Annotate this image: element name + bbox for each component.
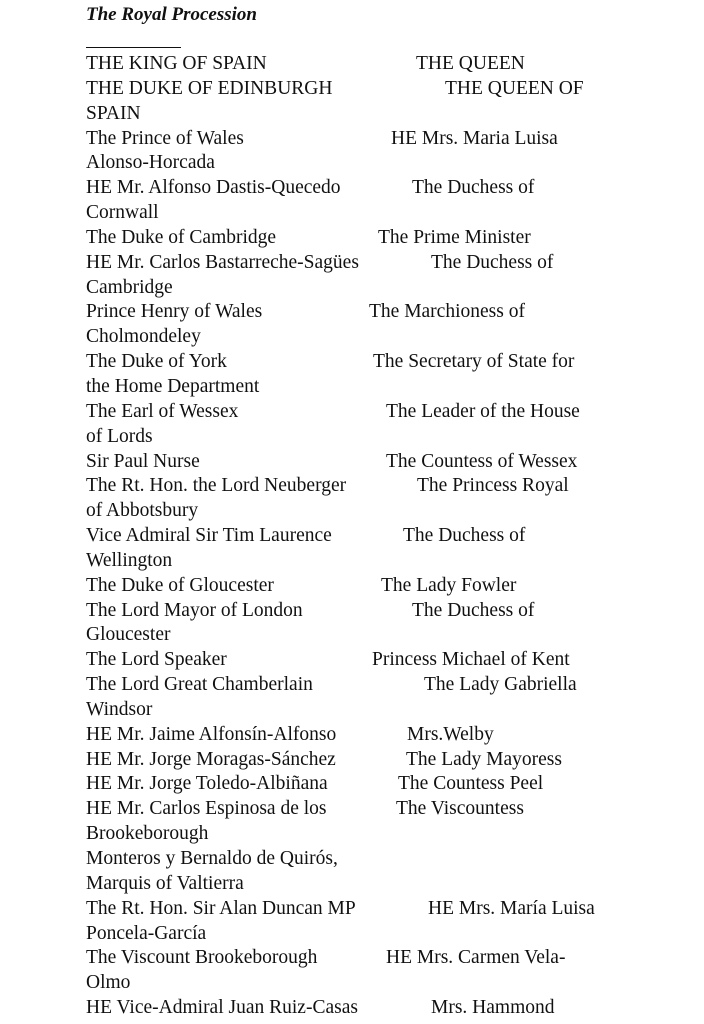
left-entry: The Rt. Hon. Sir Alan Duncan MP: [86, 897, 356, 919]
procession-line: [86, 474, 686, 499]
left-entry: of Lords: [86, 425, 153, 447]
right-entry: The Viscountess: [396, 798, 524, 820]
left-entry: The Duke of Gloucester: [86, 574, 274, 596]
procession-line: [86, 425, 686, 450]
left-entry: Marquis of Valtierra: [86, 872, 244, 894]
procession-line: [86, 77, 686, 102]
procession-line: [86, 524, 686, 549]
procession-line: [86, 276, 686, 301]
title-underline: [86, 47, 181, 48]
left-entry: The Duke of York: [86, 351, 227, 373]
left-entry: HE Mr. Carlos Bastarreche-Sagües: [86, 251, 359, 273]
left-entry: Cornwall: [86, 202, 159, 224]
right-entry: The Countess of Wessex: [386, 450, 578, 472]
left-entry: HE Mr. Carlos Espinosa de los: [86, 798, 327, 820]
left-entry: Olmo: [86, 972, 131, 994]
left-entry: Sir Paul Nurse: [86, 450, 200, 472]
procession-line: [86, 648, 686, 673]
left-entry: The Duke of Cambridge: [86, 226, 277, 248]
right-entry: The Secretary of State for: [373, 351, 575, 373]
procession-line: [86, 922, 686, 947]
procession-line: [86, 822, 686, 847]
procession-list: [86, 52, 686, 1021]
left-entry: Cholmondeley: [86, 326, 201, 348]
right-entry: HE Mrs. Carmen Vela-: [386, 947, 566, 969]
left-entry: the Home Department: [86, 375, 260, 397]
procession-line: [86, 251, 686, 276]
left-entry: SPAIN: [86, 102, 141, 124]
right-entry: The Prime Minister: [378, 226, 531, 248]
right-entry: The Lady Fowler: [381, 574, 517, 596]
right-entry: The Princess Royal: [417, 475, 569, 497]
procession-line: [86, 623, 686, 648]
procession-line: [86, 450, 686, 475]
right-entry: The Countess Peel: [398, 773, 544, 795]
left-entry: Windsor: [86, 698, 153, 720]
right-entry: The Lady Gabriella: [424, 674, 577, 696]
left-entry: The Earl of Wessex: [86, 400, 239, 422]
procession-line: [86, 897, 686, 922]
procession-line: [86, 698, 686, 723]
left-entry: of Abbotsbury: [86, 500, 199, 522]
right-entry: Mrs. Hammond: [431, 997, 555, 1019]
left-entry: Poncela-García: [86, 922, 207, 944]
left-entry: The Lord Great Chamberlain: [86, 674, 313, 696]
procession-line: [86, 176, 686, 201]
left-entry: Cambridge: [86, 276, 173, 298]
left-entry: THE DUKE OF EDINBURGH: [86, 77, 333, 99]
left-entry: The Lord Mayor of London: [86, 599, 303, 621]
procession-line: [86, 400, 686, 425]
left-entry: The Prince of Wales: [86, 127, 244, 149]
right-entry: The Leader of the House: [386, 400, 580, 422]
procession-line: [86, 300, 686, 325]
right-entry: The Duchess of: [412, 177, 535, 199]
procession-line: [86, 574, 686, 599]
left-entry: Vice Admiral Sir Tim Laurence: [86, 525, 332, 547]
procession-line: [86, 549, 686, 574]
left-entry: Wellington: [86, 549, 173, 571]
right-entry: The Duchess of: [412, 599, 535, 621]
right-entry: HE Mrs. María Luisa: [428, 897, 595, 919]
left-entry: HE Mr. Jorge Toledo-Albiñana: [86, 773, 328, 795]
procession-line: [86, 872, 686, 897]
procession-line: [86, 673, 686, 698]
right-entry: The Duchess of: [403, 525, 526, 547]
procession-line: [86, 151, 686, 176]
procession-line: [86, 748, 686, 773]
procession-line: [86, 325, 686, 350]
left-entry: Gloucester: [86, 624, 171, 646]
procession-line: [86, 350, 686, 375]
page-title: The Royal Procession: [86, 4, 257, 25]
left-entry: THE KING OF SPAIN: [86, 53, 267, 74]
left-entry: Monteros y Bernaldo de Quirós,: [86, 848, 338, 869]
left-entry: Alonso-Horcada: [86, 152, 215, 174]
procession-line: [86, 797, 686, 822]
right-entry: HE Mrs. Maria Luisa: [391, 127, 558, 149]
procession-line: [86, 599, 686, 624]
procession-line: [86, 375, 686, 400]
left-entry: Brookeborough: [86, 823, 209, 845]
right-entry: Princess Michael of Kent: [372, 649, 570, 671]
left-entry: HE Mr. Jorge Moragas-Sánchez: [86, 748, 336, 770]
procession-line: [86, 127, 686, 152]
procession-line: [86, 772, 686, 797]
procession-line: [86, 52, 686, 77]
right-entry: The Duchess of: [431, 251, 554, 273]
procession-line: [86, 996, 686, 1021]
left-entry: Prince Henry of Wales: [86, 301, 263, 323]
right-entry: Mrs.Welby: [407, 723, 494, 745]
procession-line: [86, 201, 686, 226]
right-entry: The Lady Mayoress: [406, 748, 562, 770]
left-entry: The Rt. Hon. the Lord Neuberger: [86, 475, 347, 497]
procession-line: [86, 946, 686, 971]
left-entry: HE Vice-Admiral Juan Ruiz-Casas: [86, 997, 358, 1019]
procession-line: [86, 971, 686, 996]
left-entry: HE Mr. Alfonso Dastis-Quecedo: [86, 177, 341, 199]
procession-line: [86, 847, 686, 872]
right-entry: THE QUEEN OF: [445, 77, 584, 99]
procession-line: [86, 226, 686, 251]
left-entry: HE Mr. Jaime Alfonsín-Alfonso: [86, 723, 337, 745]
procession-line: [86, 723, 686, 748]
left-entry: The Lord Speaker: [86, 649, 227, 671]
procession-line: [86, 102, 686, 127]
procession-line: [86, 499, 686, 524]
right-entry: The Marchioness of: [369, 301, 525, 323]
left-entry: The Viscount Brookeborough: [86, 947, 318, 969]
right-entry: THE QUEEN: [416, 53, 525, 74]
